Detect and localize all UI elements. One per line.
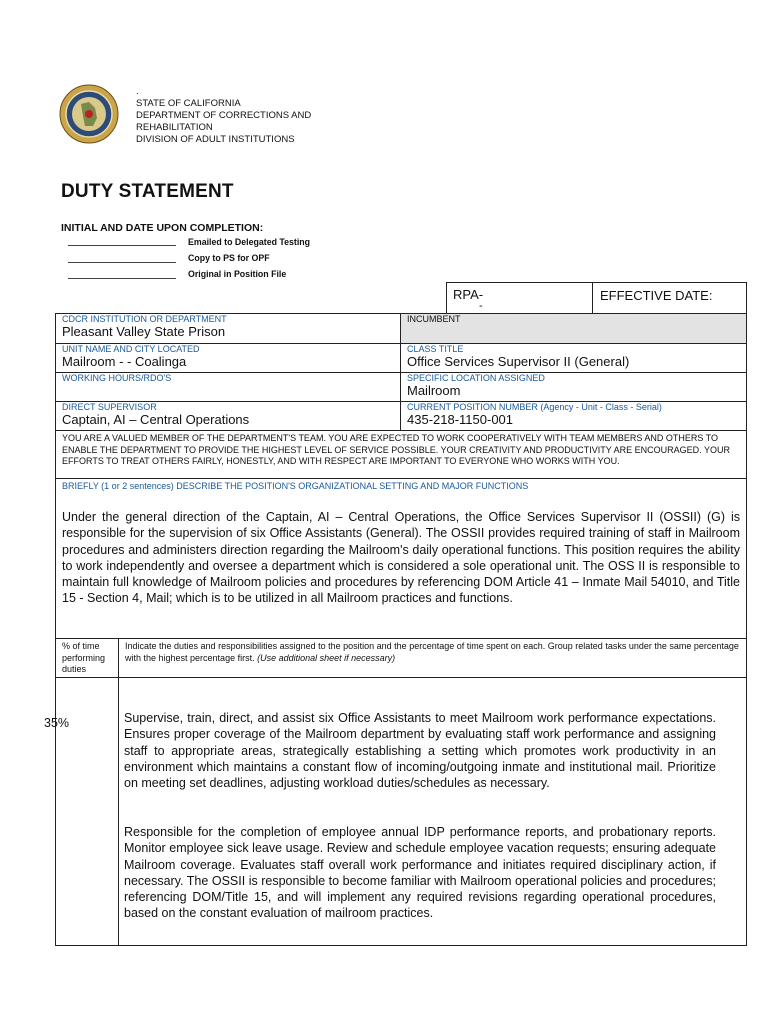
header-line-department: DEPARTMENT OF CORRECTIONS AND (136, 110, 312, 121)
initial-heading: INITIAL AND DATE UPON COMPLETION: (61, 222, 264, 234)
unit-cell[interactable] (55, 343, 401, 373)
supervisor-value: Captain, AI – Central Operations (62, 412, 250, 427)
checklist-item-testing: Emailed to Delegated Testing (188, 237, 311, 247)
location-value: Mailroom (407, 383, 461, 398)
institution-label: CDCR INSTITUTION OR DEPARTMENT (62, 314, 227, 324)
rpa-box[interactable] (446, 282, 593, 314)
hours-cell[interactable] (55, 372, 401, 402)
supervisor-label: DIRECT SUPERVISOR (62, 402, 157, 412)
cdcr-seal-logo (59, 84, 119, 144)
document-title: DUTY STATEMENT (61, 181, 234, 202)
duty-percent: 35% (44, 716, 70, 730)
effective-date-box[interactable] (592, 282, 747, 314)
checklist-item-opf: Copy to PS for OPF (188, 253, 270, 263)
position-number-value: 435-218-1150-001 (407, 412, 514, 427)
position-number-cell[interactable] (400, 401, 747, 431)
brief-text: Under the general direction of the Captain, AI – Central Operations, the Office Services Supervisor II (OSSII) (G) is responsible for the supervision of six Office Assistants (General). The OSSII provides required training of staff in Mailroom procedures and administers direction regarding the Mailroom's daily operational functions. This position requires the ability to work independently and oversee a department which is considered a sole operational unit. The OSS II is responsible to maintain full knowledge of Mailroom policies and procedures by referencing DOM Article 41 – Inmate Mail 54010, and Title 15 - Section 4, Mail; which is to be utilized in all Mailroom practices and functions. (62, 510, 740, 606)
initial-blank-line[interactable] (68, 245, 176, 246)
incumbent-label: INCUMBENT (407, 314, 461, 324)
duties-description-header (118, 638, 747, 678)
class-title-cell[interactable] (400, 343, 747, 373)
hours-label: WORKING HOURS/RDO'S (62, 373, 172, 383)
duties-description-main: Indicate the duties and responsibilities assigned to the position and the percentage of time spent on each. Group related tasks under the same percentage with the highest percentage first. (125, 641, 739, 663)
duty-paragraph: Responsible for the completion of employee annual IDP performance reports, and probationary reports. Monitor employee sick leave usage. Review and schedule employee vacation requests; ensuring adequate Mailroom coverage. Evaluates staff overall work performance and initiates required disciplinary action, if necessary. The OSSII is responsible to become familiar with Mailroom operational policies and procedures; referencing DOM/Title 15, and will implement any required revisions regarding operational procedures, based on the constant evaluation of mailroom practices. (124, 825, 716, 921)
unit-value: Mailroom - - Coalinga (62, 354, 187, 369)
initial-blank-line[interactable] (68, 278, 176, 279)
brief-section (55, 478, 747, 639)
institution-value: Pleasant Valley State Prison (62, 324, 226, 339)
brief-label: BRIEFLY (1 or 2 sentences) DESCRIBE THE POSITION'S ORGANIZATIONAL SETTING AND MAJOR FUNCTIONS (62, 481, 529, 491)
header-dot: . (136, 86, 139, 97)
location-cell[interactable] (400, 372, 747, 402)
header-line-state: STATE OF CALIFORNIA (136, 98, 241, 109)
duty-paragraph: Supervise, train, direct, and assist six Office Assistants to meet Mailroom work performance expectations. Ensures proper coverage of the Mailroom department by evaluating staff work performance and assigning staff to appropriate areas, strategically establishing a setting which promotes work productivity in an environment which maintains a constant flow of incoming/outgoing inmate and institutional mail. Prioritize on meeting set deadlines, adjusting workload duties/schedules as necessary. (124, 711, 716, 791)
checklist-item-position-file: Original in Position File (188, 269, 287, 279)
class-title-value: Office Services Supervisor II (General) (407, 354, 630, 369)
rpa-label: RPA- (453, 287, 484, 302)
location-label: SPECIFIC LOCATION ASSIGNED (407, 373, 545, 383)
unit-label: UNIT NAME AND CITY LOCATED (62, 344, 200, 354)
duties-description-note: (Use additional sheet if necessary) (257, 652, 396, 663)
rpa-value: - (479, 300, 483, 312)
supervisor-cell[interactable] (55, 401, 401, 431)
agency-header (136, 86, 376, 146)
class-title-label: CLASS TITLE (407, 344, 464, 354)
position-number-label: CURRENT POSITION NUMBER (Agency - Unit - Class - Serial) (407, 402, 662, 412)
institution-cell[interactable] (55, 313, 401, 344)
header-line-rehabilitation: REHABILITATION (136, 122, 213, 133)
percent-header: % of time performing duties (55, 638, 119, 678)
header-line-division: DIVISION OF ADULT INSTITUTIONS (136, 134, 295, 145)
initial-blank-line[interactable] (68, 262, 176, 263)
effective-date-label: EFFECTIVE DATE: (600, 288, 713, 303)
incumbent-cell[interactable] (400, 313, 747, 344)
team-notice: YOU ARE A VALUED MEMBER OF THE DEPARTMENT'S TEAM. YOU ARE EXPECTED TO WORK COOPERATIVELY WITH TEAM MEMBERS AND OTHERS TO ENABLE THE DEPARTMENT TO PROVIDE THE HIGHEST LEVEL OF SERVICE POSSIBLE. YOUR CREATIVITY AND PRODUCTIVITY ARE ENCOURAGED. YOUR EFFORTS TO TREAT OTHERS FAIRLY, HONESTLY, AND WITH RESPECT ARE IMPORTANT TO EVERYONE WHO WORKS WITH YOU. (55, 430, 747, 479)
